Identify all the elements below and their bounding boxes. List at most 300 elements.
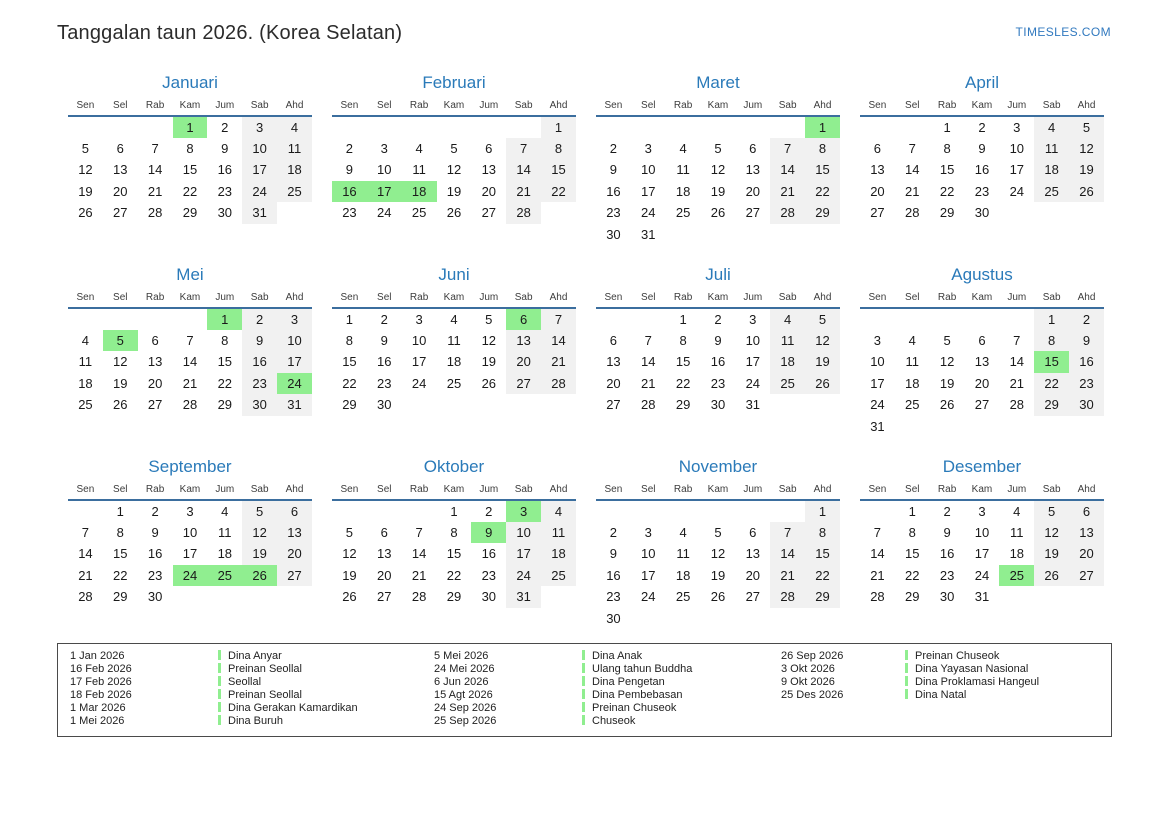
day-cell: 7 [506, 138, 541, 160]
week-row [68, 351, 312, 373]
weekday-header: Sab [1034, 484, 1069, 500]
day-cell: 14 [506, 159, 541, 181]
site-link[interactable]: TIMESLES.COM [1015, 25, 1111, 39]
day-cell-holiday: 1 [207, 308, 242, 330]
holiday-name: Dina Proklamasi Hangeul [915, 676, 1040, 688]
day-cell-holiday: 18 [402, 181, 437, 203]
day-cell: 11 [676, 546, 690, 562]
weekday-header: Sel [631, 484, 666, 500]
day-cell: 10 [506, 522, 541, 544]
day-cell: 8 [805, 138, 840, 160]
day-cell: 2 [1069, 308, 1104, 330]
holiday-name: Dina Anak [592, 650, 643, 662]
month-title: Oktober [423, 457, 485, 476]
day-cell: 1 [116, 503, 124, 519]
week-row [332, 351, 576, 373]
week-row [68, 116, 312, 138]
legend-item [781, 650, 1039, 663]
day-cell: 5 [1069, 116, 1104, 138]
week-row [860, 373, 1104, 395]
day-cell-holiday: 5 [103, 330, 138, 352]
weekday-header: Sen [860, 100, 895, 116]
day-cell: 29 [182, 205, 198, 221]
day-cell: 25 [675, 589, 691, 605]
day-cell: 7 [151, 140, 159, 156]
weekday-header: Sel [631, 292, 666, 308]
weekday-header: Rab [930, 484, 965, 500]
weekday-header: Jum [999, 100, 1034, 116]
weekday-header: Sel [895, 292, 930, 308]
month-table [332, 292, 576, 416]
day-cell: 20 [147, 375, 163, 391]
empty-cell [666, 224, 701, 246]
month-title: September [148, 457, 232, 476]
week-row [68, 522, 312, 544]
day-cell: 23 [606, 589, 621, 605]
day-cell: 12 [242, 522, 277, 544]
day-cell: 16 [710, 354, 726, 370]
week-row [68, 500, 312, 522]
empty-cell [68, 500, 103, 522]
empty-cell [735, 224, 770, 246]
week-row [860, 159, 1104, 181]
day-cell: 30 [710, 397, 726, 413]
empty-cell [596, 500, 631, 522]
day-cell: 17 [277, 351, 312, 373]
month-block [332, 265, 576, 416]
day-cell: 7 [770, 138, 805, 160]
day-cell: 2 [978, 119, 986, 135]
weekday-header: Ahd [277, 100, 312, 116]
day-cell: 18 [675, 183, 691, 199]
day-cell: 30 [974, 205, 990, 221]
day-cell: 14 [78, 546, 93, 562]
page-header [0, 0, 1169, 45]
weekday-header-row [860, 100, 1104, 116]
empty-cell [631, 608, 666, 630]
day-cell: 27 [745, 205, 761, 221]
week-row [596, 500, 840, 522]
day-cell: 28 [641, 397, 656, 413]
day-cell: 15 [805, 159, 840, 181]
holiday-date: 24 Mei 2026 [434, 663, 495, 675]
week-row [860, 116, 1104, 138]
day-cell: 12 [710, 162, 726, 178]
weekday-header: Kam [701, 292, 736, 308]
day-cell: 28 [147, 205, 163, 221]
day-cell: 8 [450, 524, 458, 540]
legend-item [434, 715, 769, 728]
day-cell: 12 [710, 546, 726, 562]
day-cell: 12 [342, 546, 357, 562]
weekday-header: Kam [701, 484, 736, 500]
day-cell-holiday: 25 [999, 565, 1034, 587]
day-cell: 5 [345, 524, 354, 540]
legend-column [58, 650, 422, 728]
weekday-header: Sab [242, 292, 277, 308]
empty-cell [1034, 416, 1069, 438]
weekday-header-row [332, 100, 576, 116]
day-cell: 11 [447, 332, 461, 348]
holiday-marker-icon [218, 663, 221, 673]
day-cell: 26 [939, 397, 955, 413]
day-cell: 29 [1034, 394, 1069, 416]
day-cell: 28 [770, 586, 805, 608]
weekday-header: Sen [332, 100, 367, 116]
day-cell: 24 [377, 205, 392, 221]
holiday-marker-icon [582, 650, 585, 660]
weekday-header: Sel [895, 484, 930, 500]
weekday-header: Sen [596, 100, 631, 116]
day-cell: 16 [377, 354, 392, 370]
weekday-header: Jum [471, 484, 506, 500]
day-cell: 4 [1013, 503, 1021, 519]
month-table [596, 100, 840, 245]
weekday-header-row [332, 292, 576, 308]
empty-cell [860, 500, 895, 522]
weekday-header: Sen [596, 484, 631, 500]
day-cell: 26 [710, 589, 726, 605]
day-cell: 6 [277, 500, 312, 522]
legend-column [422, 650, 769, 728]
calendar-grid [0, 45, 1169, 629]
day-cell: 18 [770, 351, 805, 373]
day-cell: 30 [481, 589, 497, 605]
month-table [68, 484, 312, 608]
weekday-header-row [860, 484, 1104, 500]
holiday-name: Dina Natal [915, 689, 967, 701]
day-cell: 11 [770, 330, 805, 352]
day-cell: 29 [446, 589, 462, 605]
week-row [860, 181, 1104, 203]
weekday-header-row [68, 100, 312, 116]
day-cell: 28 [770, 202, 805, 224]
weekday-header: Ahd [541, 292, 576, 308]
empty-cell [1069, 416, 1104, 438]
day-cell: 1 [450, 503, 458, 519]
week-row [332, 202, 576, 224]
day-cell: 10 [277, 330, 312, 352]
day-cell: 28 [541, 373, 576, 395]
empty-cell [541, 586, 576, 608]
week-row [596, 608, 840, 630]
day-cell: 9 [380, 332, 388, 348]
empty-cell [68, 116, 103, 138]
day-cell: 5 [805, 308, 840, 330]
month-table [68, 292, 312, 416]
day-cell: 5 [1034, 500, 1069, 522]
day-cell: 24 [411, 375, 427, 391]
legend-item [781, 663, 1039, 676]
day-cell: 2 [943, 503, 951, 519]
holiday-marker-icon [905, 689, 908, 699]
day-cell: 22 [541, 181, 576, 203]
week-row [596, 522, 840, 544]
day-cell: 20 [481, 183, 497, 199]
day-cell: 24 [1009, 183, 1025, 199]
day-cell: 25 [277, 181, 312, 203]
week-row [596, 330, 840, 352]
day-cell: 26 [78, 205, 93, 221]
day-cell: 7 [81, 524, 90, 540]
day-cell: 19 [1034, 543, 1069, 565]
weekday-header: Ahd [1069, 292, 1104, 308]
weekday-header: Sel [103, 484, 138, 500]
day-cell: 16 [974, 162, 990, 178]
day-cell: 22 [446, 567, 462, 583]
empty-cell [596, 116, 631, 138]
day-cell: 19 [481, 354, 497, 370]
empty-cell [437, 116, 472, 138]
day-cell: 24 [870, 397, 885, 413]
day-cell: 29 [113, 589, 128, 605]
day-cell: 15 [675, 354, 691, 370]
day-cell-holiday: 25 [207, 565, 242, 587]
day-cell: 11 [1034, 138, 1069, 160]
day-cell: 24 [641, 205, 656, 221]
day-cell: 4 [770, 308, 805, 330]
holiday-marker-icon [218, 676, 221, 686]
empty-cell [173, 586, 208, 608]
day-cell: 27 [1069, 565, 1104, 587]
empty-cell [506, 116, 541, 138]
holiday-date: 25 Sep 2026 [434, 715, 497, 727]
holiday-date: 15 Agt 2026 [434, 689, 493, 701]
month-title: Maret [696, 73, 740, 92]
day-cell: 29 [939, 205, 955, 221]
day-cell: 24 [242, 181, 277, 203]
weekday-header: Kam [965, 100, 1000, 116]
holiday-name: Dina Pengetan [592, 676, 665, 688]
week-row [596, 543, 840, 565]
month-block [596, 73, 840, 245]
weekday-header: Sen [68, 484, 103, 500]
holiday-date: 17 Feb 2026 [70, 676, 132, 688]
day-cell: 2 [221, 119, 229, 135]
day-cell: 28 [506, 202, 541, 224]
week-row [68, 586, 312, 608]
day-cell: 17 [506, 543, 541, 565]
day-cell: 12 [1069, 138, 1104, 160]
empty-cell [770, 224, 805, 246]
weekday-header: Sel [895, 100, 930, 116]
day-cell: 24 [506, 565, 541, 587]
day-cell: 8 [805, 522, 840, 544]
weekday-header: Jum [999, 484, 1034, 500]
month-title: Agustus [951, 265, 1013, 284]
holiday-date: 5 Mei 2026 [434, 650, 489, 662]
weekday-header: Ahd [805, 484, 840, 500]
day-cell: 31 [277, 394, 312, 416]
week-row [68, 373, 312, 395]
week-row [596, 224, 840, 246]
holiday-marker-icon [582, 689, 585, 699]
holiday-legend [57, 643, 1112, 737]
holiday-date: 6 Jun 2026 [434, 676, 489, 688]
empty-cell [999, 202, 1034, 224]
day-cell: 15 [342, 354, 357, 370]
day-cell: 28 [78, 589, 93, 605]
holiday-marker-icon [218, 715, 221, 725]
day-cell: 22 [342, 375, 357, 391]
day-cell: 25 [770, 373, 805, 395]
day-cell: 30 [217, 205, 233, 221]
weekday-header: Jum [735, 100, 770, 116]
day-cell: 12 [78, 162, 93, 178]
holiday-name: Ulang tahun Buddha [592, 663, 693, 675]
day-cell: 20 [1069, 543, 1104, 565]
day-cell: 31 [506, 586, 541, 608]
day-cell: 13 [377, 546, 392, 562]
day-cell: 10 [242, 138, 277, 160]
week-row [860, 500, 1104, 522]
month-title: Juni [438, 265, 470, 284]
day-cell: 14 [905, 162, 920, 178]
day-cell: 28 [411, 589, 427, 605]
day-cell: 14 [770, 543, 805, 565]
holiday-marker-icon [905, 650, 908, 660]
empty-cell [860, 308, 895, 330]
day-cell: 8 [908, 524, 916, 540]
day-cell: 25 [1034, 181, 1069, 203]
day-cell: 21 [411, 567, 427, 583]
holiday-date: 25 Des 2026 [781, 689, 844, 701]
weekday-header: Rab [402, 100, 437, 116]
weekday-header: Sab [506, 292, 541, 308]
day-cell: 18 [675, 567, 691, 583]
day-cell: 30 [939, 589, 955, 605]
day-cell: 22 [805, 181, 840, 203]
day-cell: 29 [342, 397, 357, 413]
day-cell: 6 [978, 332, 986, 348]
week-row [596, 202, 840, 224]
month-table [332, 100, 576, 224]
empty-cell [277, 202, 312, 224]
weekday-header: Sen [332, 484, 367, 500]
month-block [68, 457, 312, 608]
holiday-name: Dina Anyar [228, 650, 282, 662]
day-cell-holiday: 1 [173, 116, 208, 138]
day-cell: 14 [411, 546, 427, 562]
weekday-header-row [596, 484, 840, 500]
empty-cell [701, 116, 736, 138]
day-cell: 14 [541, 330, 576, 352]
day-cell: 27 [147, 397, 163, 413]
day-cell: 17 [182, 546, 198, 562]
day-cell: 4 [679, 140, 687, 156]
day-cell: 3 [186, 503, 194, 519]
holiday-marker-icon [905, 676, 908, 686]
day-cell: 17 [411, 354, 427, 370]
day-cell: 8 [221, 332, 229, 348]
month-block [332, 457, 576, 608]
day-cell: 2 [380, 311, 388, 327]
month-title: Desember [942, 457, 1022, 476]
week-row [596, 181, 840, 203]
day-cell: 9 [978, 140, 986, 156]
day-cell: 8 [1034, 330, 1069, 352]
weekday-header: Kam [437, 484, 472, 500]
day-cell: 23 [147, 567, 163, 583]
day-cell: 25 [675, 205, 691, 221]
day-cell: 4 [81, 332, 90, 348]
holiday-marker-icon [582, 702, 585, 712]
day-cell: 20 [745, 183, 761, 199]
empty-cell [277, 586, 312, 608]
empty-cell [895, 416, 930, 438]
empty-cell [103, 116, 138, 138]
day-cell: 5 [943, 332, 951, 348]
weekday-header: Rab [138, 100, 173, 116]
day-cell: 23 [342, 205, 357, 221]
day-cell: 3 [978, 503, 986, 519]
weekday-header: Sen [332, 292, 367, 308]
day-cell: 3 [415, 311, 423, 327]
week-row [596, 351, 840, 373]
empty-cell [965, 308, 1000, 330]
day-cell: 6 [380, 524, 388, 540]
empty-cell [930, 308, 965, 330]
day-cell: 6 [485, 140, 493, 156]
day-cell: 20 [113, 183, 128, 199]
day-cell: 24 [745, 375, 761, 391]
empty-cell [402, 116, 437, 138]
day-cell: 4 [1034, 116, 1069, 138]
day-cell: 25 [78, 397, 93, 413]
day-cell: 31 [641, 226, 656, 242]
day-cell: 20 [606, 375, 621, 391]
empty-cell [701, 224, 736, 246]
holiday-date: 9 Okt 2026 [781, 676, 835, 688]
day-cell: 27 [745, 589, 761, 605]
empty-cell [541, 202, 576, 224]
week-row [596, 138, 840, 160]
month-table [860, 100, 1104, 224]
day-cell: 17 [974, 546, 990, 562]
weekday-header: Sel [631, 100, 666, 116]
day-cell: 9 [1069, 330, 1104, 352]
day-cell: 21 [78, 567, 93, 583]
day-cell: 21 [770, 565, 805, 587]
legend-item [434, 689, 769, 702]
day-cell: 8 [186, 140, 194, 156]
weekday-header: Ahd [277, 484, 312, 500]
holiday-date: 1 Mar 2026 [70, 702, 126, 714]
weekday-header: Sab [770, 100, 805, 116]
legend-column [769, 650, 1039, 728]
day-cell: 20 [506, 351, 541, 373]
day-cell: 13 [506, 330, 541, 352]
day-cell: 15 [446, 546, 462, 562]
week-row [332, 394, 576, 416]
day-cell: 29 [217, 397, 233, 413]
day-cell: 20 [974, 375, 990, 391]
day-cell-holiday: 24 [173, 565, 208, 587]
weekday-header: Sab [506, 100, 541, 116]
weekday-header: Sen [596, 292, 631, 308]
weekday-header: Jum [999, 292, 1034, 308]
day-cell: 16 [1069, 351, 1104, 373]
day-cell: 17 [242, 159, 277, 181]
week-row [596, 373, 840, 395]
empty-cell [596, 308, 631, 330]
day-cell: 19 [342, 567, 357, 583]
day-cell: 6 [873, 140, 882, 156]
month-block [860, 265, 1104, 437]
day-cell: 26 [710, 205, 726, 221]
week-row [68, 565, 312, 587]
day-cell: 23 [217, 183, 233, 199]
